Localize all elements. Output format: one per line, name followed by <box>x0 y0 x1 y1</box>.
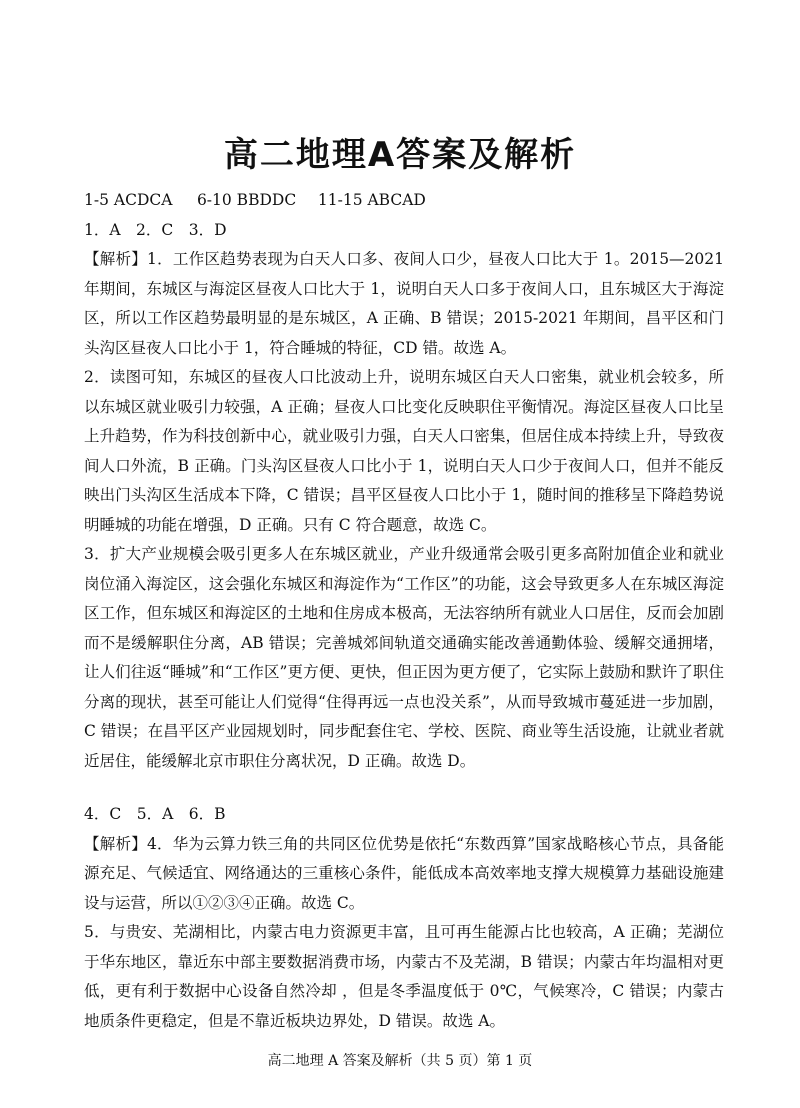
section-2-analysis-q4: 【解析】4．华为云算力铁三角的共同区位优势是依托“东数西算”国家战略核心节点，具备能源充足、气候适宜、网络通达的三重核心条件，能低成本高效率地支撑大规模算力基础设施建设与运营，所以①②③④正确。故选 C。 <box>84 834 724 912</box>
document-body <box>84 186 724 1036</box>
section-1-analysis-q3: 3．扩大产业规模会吸引更多人在东城区就业，产业升级通常会吸引更多高附加值企业和就业岗位涌入海淀区，这会强化东城区和海淀作为“工作区”的功能，这会导致更多人在东城区海淀区工作，但东城区和海淀区的土地和住房成本极高，无法容纳所有就业人口居住，反而会加剧而不是缓解职住分离，AB 错误；完善城郊间轨道交通确实能改善通勤体验、缓解交通拥堵，让人们往返“睡城”和“工作区”更方便、更快，但正因为更方便了，它实际上鼓励和默许了职住分离的现状，甚至可能让人们觉得“住得再远一点也没关系”，从而导致城市蔓延进一步加剧，C 错误；在昌平区产业园规划时，同步配套住宅、学校、医院、商业等生活设施，让就业者就近居住，能缓解北京市职住分离状况，D 正确。故选 D。 <box>84 545 724 770</box>
section-1-analysis-q2: 2．读图可知，东城区的昼夜人口比波动上升，说明东城区白天人口密集，就业机会较多，所以东城区就业吸引力较强，A 正确；昼夜人口比变化反映职住平衡情况。海淀区昼夜人口比呈上升趋势，作为科技创新中心，就业吸引力强，白天人口密集，但居住成本持续上升，导致夜间人口外流，B 正确。门头沟区昼夜人口比小于 1，说明白天人口少于夜间人口，但并不能反映出门头沟区生活成本下降，C 错误；昌平区昼夜人口比小于 1，随时间的推移呈下降趋势说明睡城的功能在增强，D 正确。只有 C 符合题意，故选 C。 <box>84 368 724 534</box>
section-1-analysis-q1: 【解析】1．工作区趋势表现为白天人口多、夜间人口少，昼夜人口比大于 1。2015—2021 年期间，东城区与海淀区昼夜人口比大于 1，说明白天人口多于夜间人口，且东城区大于海淀区，所以工作区趋势最明显的是东城区，A 正确、B 错误；2015-2021 年期间，昌平区和门头沟区昼夜人口比小于 1，符合睡城的特征，CD 错。故选 A。 <box>84 250 724 357</box>
section-spacer <box>84 776 724 800</box>
page-title: 高二地理A答案及解析 <box>223 135 577 175</box>
answer-key-group-2: 6-10 BBDDC <box>196 191 297 209</box>
section-2-answers: 4．C 5．A 6．B <box>84 805 226 823</box>
section-2-analysis-q5: 5．与贵安、芜湖相比，内蒙古电力资源更丰富，且可再生能源占比也较高，A 正确；芜湖位于华东地区，靠近东中部主要数据消费市场，内蒙古不及芜湖，B 错误；内蒙古年均温相对更低，更有利于数据中心设备自然冷却 ，但是冬季温度低于 0℃，气候寒冷，C 错误；内蒙古地质条件更稳定，但是不靠近板块边界处，D 错误。故选 A。 <box>84 923 724 1030</box>
answer-key-summary <box>84 186 724 216</box>
answer-key-group-1: 1-5 ACDCA <box>84 191 173 209</box>
answer-key-group-3: 11-15 ABCAD <box>317 191 426 209</box>
page-footer: 高二地理 A 答案及解析（共 5 页）第 1 页 <box>267 1053 533 1069</box>
section-1-answers: 1．A 2．C 3．D <box>84 220 227 239</box>
